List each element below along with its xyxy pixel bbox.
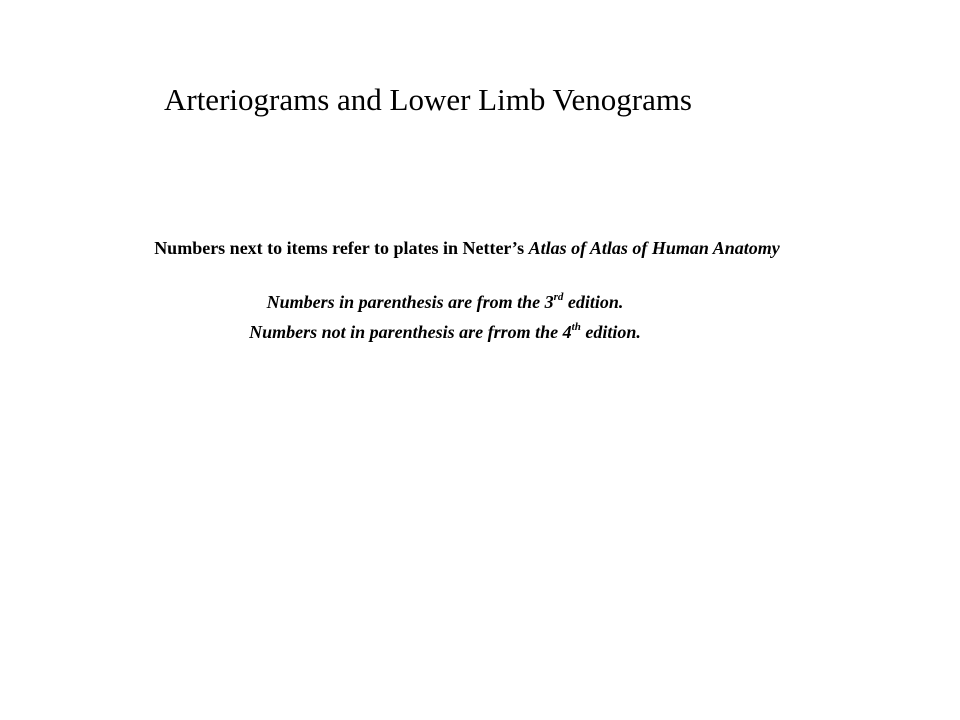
atlas-title: Atlas of Atlas of Human Anatomy — [528, 238, 780, 258]
slide-title: Arteriograms and Lower Limb Venograms — [163, 82, 692, 117]
third-edition-note — [0, 290, 890, 314]
fourth-edition-text: Numbers not in parenthesis are frrom the 4 — [249, 322, 572, 342]
fourth-edition-note — [0, 320, 890, 344]
third-edition-suffix: edition. — [563, 292, 624, 312]
reference-prefix: Numbers next to items refer to plates in Netter’s — [154, 238, 529, 258]
fourth-edition-ordinal: th — [571, 321, 581, 333]
fourth-edition-suffix: edition. — [580, 322, 641, 342]
third-edition-ordinal: rd — [553, 291, 564, 303]
reference-note — [0, 236, 934, 260]
third-edition-text: Numbers in parenthesis are from the 3 — [266, 292, 554, 312]
